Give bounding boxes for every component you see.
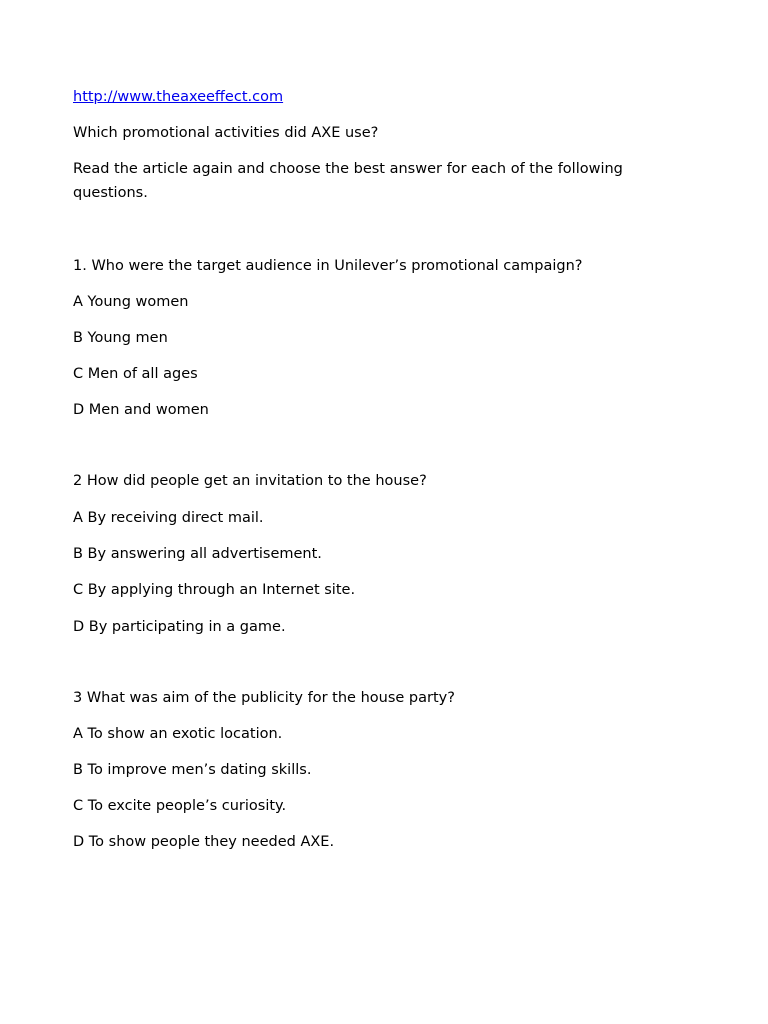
instructions: Read the article again and choose the best answer for each of the following questions.	[73, 161, 623, 201]
question-3-option-c: C To excite people’s curiosity.	[73, 798, 287, 814]
question-3: 3 What was aim of the publicity for the house party?	[73, 690, 455, 706]
question-2-option-c: C By applying through an Internet site.	[73, 582, 356, 598]
heading: Which promotional activities did AXE use?	[73, 125, 379, 141]
question-2-option-b: B By answering all advertisement.	[73, 546, 322, 562]
question-1-option-b: B Young men	[73, 330, 168, 346]
question-3-option-b: B To improve men’s dating skills.	[73, 762, 312, 778]
question-2: 2 How did people get an invitation to the house?	[73, 473, 427, 489]
question-3-option-d: D To show people they needed AXE.	[73, 834, 335, 850]
question-1-option-d: D Men and women	[73, 402, 209, 418]
source-link[interactable]: http://www.theaxeeffect.com	[73, 89, 284, 105]
question-1-option-c: C Men of all ages	[73, 366, 198, 382]
question-2-option-d: D By participating in a game.	[73, 619, 286, 635]
question-3-option-a: A To show an exotic location.	[73, 726, 283, 742]
question-1-option-a: A Young women	[73, 294, 189, 310]
question-1: 1. Who were the target audience in Unilever’s promotional campaign?	[73, 258, 583, 274]
question-2-option-a: A By receiving direct mail.	[73, 510, 264, 526]
